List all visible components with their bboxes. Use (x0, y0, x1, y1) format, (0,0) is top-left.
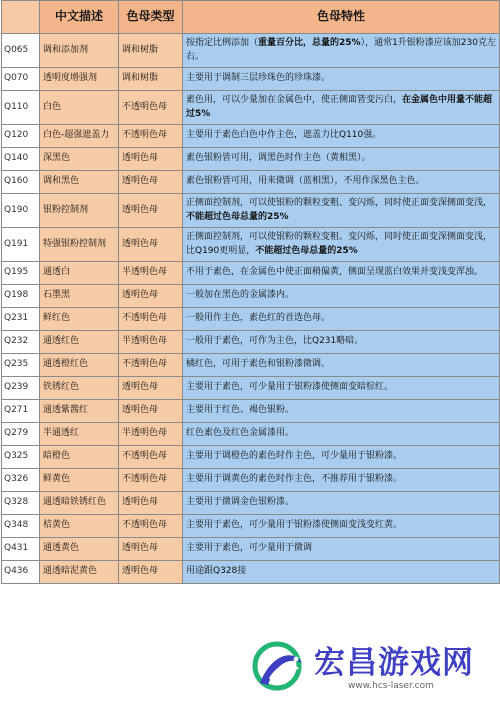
table-row (2, 148, 500, 171)
color-code: Q328 (2, 492, 40, 515)
property-text: 素色用，可以少量加在金属色中，使正侧面皆变污白， (186, 95, 403, 106)
color-properties (183, 148, 500, 171)
color-code: Q326 (2, 469, 40, 492)
color-description: 调和黑色 (40, 171, 119, 194)
color-description: 通透暗泥黄色 (40, 561, 119, 584)
property-text: 一般加在黑色的金属漆内。 (186, 290, 295, 301)
color-type: 透明色母 (119, 492, 183, 515)
watermark-url: www.hcs-laser.com (348, 681, 434, 691)
color-code: Q195 (2, 262, 40, 285)
color-type: 不透明色母 (119, 354, 183, 377)
color-code: Q232 (2, 331, 40, 354)
color-properties (183, 400, 500, 423)
header-row (2, 1, 500, 34)
color-code: Q348 (2, 515, 40, 538)
table-row (2, 446, 500, 469)
color-type: 半透明色母 (119, 423, 183, 446)
color-description: 银粉控制剂 (40, 194, 119, 228)
color-properties (183, 492, 500, 515)
property-text: 主要用于调制三层珍珠色的珍珠漆。 (186, 73, 331, 84)
header-code (2, 1, 40, 34)
property-text: 主要用于调黄色的素色时作主色，不推荐用于银粉漆。 (186, 474, 403, 485)
emphasized-text: 不能超过色母总量的25% (255, 245, 358, 256)
color-description: 暗橙色 (40, 446, 119, 469)
color-properties (183, 446, 500, 469)
color-code: Q239 (2, 377, 40, 400)
color-type: 调和树脂 (119, 68, 183, 91)
property-text: 不用于素色，在金属色中使正面稍偏黄，侧面呈现蓝白效果并变浅变浑浊。 (186, 267, 484, 278)
property-text: 按指定比例添加（ (186, 38, 259, 49)
table-row (2, 262, 500, 285)
color-description: 通透暗铁锈红色 (40, 492, 119, 515)
table-row (2, 515, 500, 538)
color-description: 白色 (40, 91, 119, 125)
table-row (2, 469, 500, 492)
color-type: 不透明色母 (119, 469, 183, 492)
table-row (2, 68, 500, 91)
table-row (2, 400, 500, 423)
color-type: 不透明色母 (119, 125, 183, 148)
property-text: 素色银粉皆可用，调黑色时作主色（黄相黑）。 (186, 153, 371, 164)
table-row (2, 171, 500, 194)
header-description: 中文描述 (40, 1, 119, 34)
property-text: 用途跟Q328接 (186, 566, 247, 577)
color-type: 透明色母 (119, 171, 183, 194)
color-type: 透明色母 (119, 285, 183, 308)
property-text: 正侧面控制剂，可以使银粉的颗粒变粗、变闪烁，同时使正面变深侧面变浅， (186, 198, 493, 209)
color-type: 半透明色母 (119, 331, 183, 354)
color-type: 透明色母 (119, 228, 183, 262)
color-description: 特强银粉控制剂 (40, 228, 119, 262)
color-description: 通透紫酱红 (40, 400, 119, 423)
color-description: 通透白 (40, 262, 119, 285)
color-description: 石墨黑 (40, 285, 119, 308)
dragon-logo-icon (250, 635, 308, 697)
color-description: 通透红色 (40, 331, 119, 354)
color-properties (183, 538, 500, 561)
color-code: Q325 (2, 446, 40, 469)
color-code: Q431 (2, 538, 40, 561)
color-code: Q235 (2, 354, 40, 377)
color-properties (183, 331, 500, 354)
color-properties (183, 125, 500, 148)
table-row (2, 377, 500, 400)
table-row (2, 354, 500, 377)
color-type: 不透明色母 (119, 446, 183, 469)
color-code: Q140 (2, 148, 40, 171)
color-description: 鲜黄色 (40, 469, 119, 492)
color-code: Q436 (2, 561, 40, 584)
color-properties (183, 194, 500, 228)
watermark-title: 宏昌游戏网 (314, 645, 474, 681)
color-type: 不透明色母 (119, 91, 183, 125)
table-row (2, 492, 500, 515)
color-description: 通透黄色 (40, 538, 119, 561)
color-code: Q070 (2, 68, 40, 91)
color-description: 白色-超强遮盖力 (40, 125, 119, 148)
color-type: 透明色母 (119, 148, 183, 171)
property-text: 主要用于素色白色中作主色，遮盖力比Q110强。 (186, 130, 382, 141)
property-text: 橘红色，可用于素色和银粉漆微调。 (186, 359, 331, 370)
color-code: Q160 (2, 171, 40, 194)
color-type: 半透明色母 (119, 262, 183, 285)
site-watermark (244, 631, 500, 701)
emphasized-text: 在金属色中用量不能超过5% (186, 95, 493, 119)
table-row (2, 423, 500, 446)
table-row (2, 125, 500, 148)
color-type: 透明色母 (119, 538, 183, 561)
color-code: Q271 (2, 400, 40, 423)
property-text: 主要用于微调金色银粉漆。 (186, 497, 295, 508)
emphasized-text: 不能超过色母总量的25% (186, 211, 289, 222)
color-code: Q231 (2, 308, 40, 331)
property-text: 主要用于素色，可少量用于微调 (186, 543, 313, 554)
property-text: 素色银粉皆可用，用来微调（蓝相黑），不用作深黑色主色。 (186, 176, 425, 187)
color-properties (183, 308, 500, 331)
color-type: 不透明色母 (119, 515, 183, 538)
property-text: ），通常1升银粉漆应该加230克左右。 (186, 38, 496, 62)
header-type: 色母类型 (119, 1, 183, 34)
property-text: 主要用于红色、褐色银粉。 (186, 405, 295, 416)
property-text: 红色素色及红色金属漆用。 (186, 428, 295, 439)
color-description: 透明度增强剂 (40, 68, 119, 91)
table-row (2, 285, 500, 308)
color-properties (183, 469, 500, 492)
color-type: 透明色母 (119, 194, 183, 228)
color-properties (183, 354, 500, 377)
color-code: Q120 (2, 125, 40, 148)
color-description: 深黑色 (40, 148, 119, 171)
table-row (2, 308, 500, 331)
color-code: Q110 (2, 91, 40, 125)
table-row (2, 331, 500, 354)
property-text: 正侧面控制剂，可以使银粉的颗粒变粗、变闪烁，同时使正面变深侧面变浅，比Q190更明显， (186, 232, 493, 256)
color-properties (183, 262, 500, 285)
color-description: 通透橙红色 (40, 354, 119, 377)
color-properties (183, 515, 500, 538)
property-text: 主要用于调橙色的素色时作主色，可少量用于银粉漆。 (186, 451, 403, 462)
color-master-table (1, 0, 500, 584)
color-properties (183, 171, 500, 194)
property-text: 主要用于素色，可少量用于银粉漆使侧面变浅变红黄。 (186, 520, 403, 531)
color-properties (183, 91, 500, 125)
color-code: Q198 (2, 285, 40, 308)
property-text: 主要用于素色，可少量用于银粉漆使侧面变暗棕红。 (186, 382, 394, 393)
color-description: 半通透红 (40, 423, 119, 446)
table-row (2, 228, 500, 262)
color-properties (183, 34, 500, 68)
color-type: 透明色母 (119, 377, 183, 400)
color-properties (183, 285, 500, 308)
property-text: 一般用作主色，素色红的首选色母。 (186, 313, 331, 324)
color-description: 调和添加剂 (40, 34, 119, 68)
color-description: 铁锈红色 (40, 377, 119, 400)
table-row (2, 561, 500, 584)
color-code: Q190 (2, 194, 40, 228)
color-type: 透明色母 (119, 561, 183, 584)
emphasized-text: 重量百分比，总量的25% (258, 38, 361, 49)
color-type: 调和树脂 (119, 34, 183, 68)
table-row (2, 194, 500, 228)
table-row (2, 538, 500, 561)
table-row (2, 34, 500, 68)
color-properties (183, 423, 500, 446)
color-type: 透明色母 (119, 400, 183, 423)
color-properties (183, 561, 500, 584)
color-code: Q279 (2, 423, 40, 446)
color-code: Q065 (2, 34, 40, 68)
color-properties (183, 228, 500, 262)
color-description: 鲜红色 (40, 308, 119, 331)
color-properties (183, 68, 500, 91)
color-properties (183, 377, 500, 400)
property-text: 一般用于素色，可作为主色，比Q231略暗。 (186, 336, 364, 347)
color-description: 桔黄色 (40, 515, 119, 538)
header-properties: 色母特性 (183, 1, 500, 34)
table-row (2, 91, 500, 125)
color-type: 不透明色母 (119, 308, 183, 331)
color-code: Q191 (2, 228, 40, 262)
